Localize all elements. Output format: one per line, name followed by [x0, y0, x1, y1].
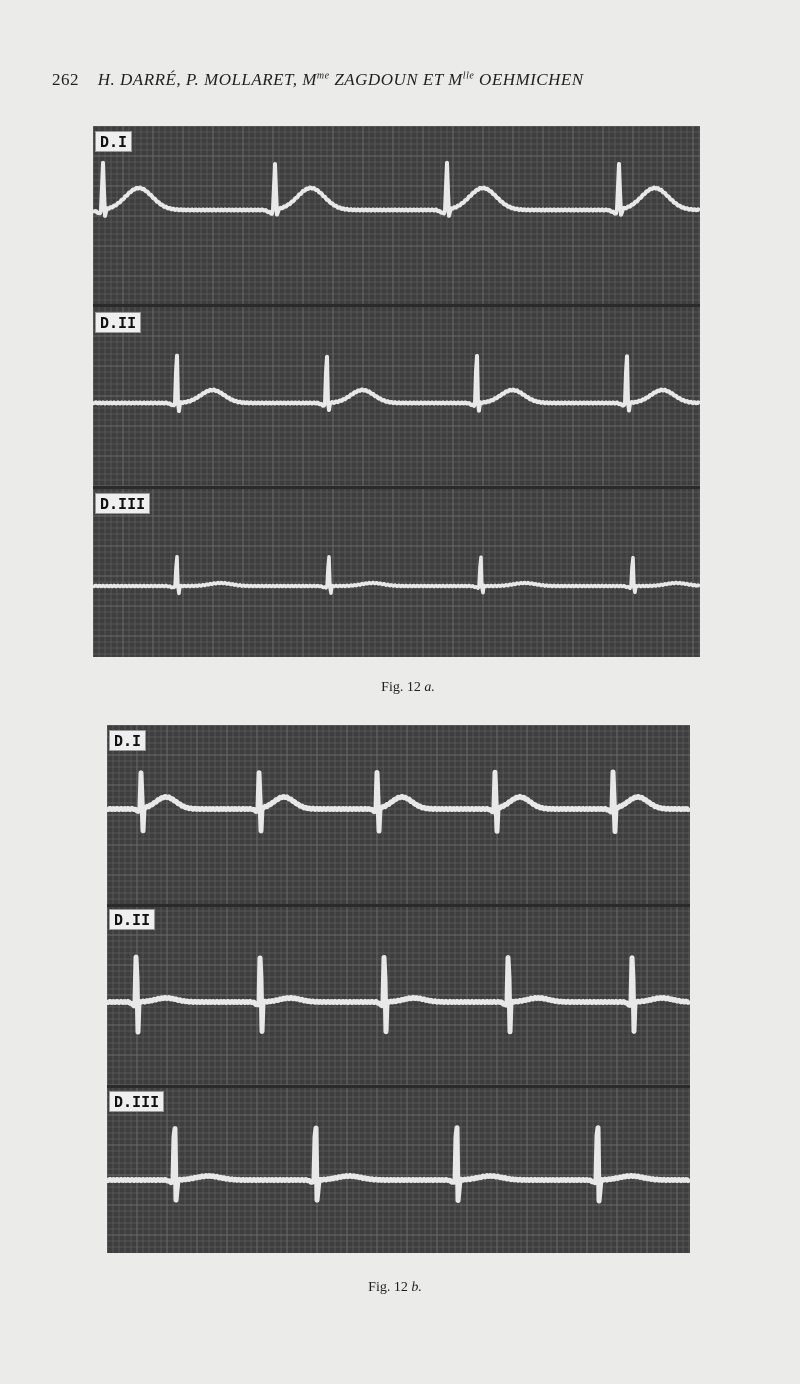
- ecg-trace-d3: [107, 1128, 690, 1201]
- ecg-figure-12a: [93, 126, 700, 657]
- strip-separator: [107, 904, 690, 907]
- lead-label-d3: D.III: [109, 1091, 164, 1112]
- ecg-traces-12b: [107, 725, 690, 1253]
- lead-label-d1: D.I: [95, 131, 132, 152]
- ecg-trace-d1: [107, 772, 690, 832]
- caption-fig-12b: Fig. 12 b.: [368, 1280, 422, 1295]
- grid: [93, 126, 700, 657]
- page-authors: H. DARRÉ, P. MOLLARET, $M^{me}$ ZAGDOUN ET $M^{lle}$ OEHMICHEN: [97, 70, 584, 89]
- ecg-traces-12a: [93, 126, 700, 657]
- strip-separator: [107, 1085, 690, 1088]
- strip-separator: [93, 304, 700, 307]
- page-number: 262: [52, 70, 79, 89]
- grid: [107, 725, 690, 1253]
- lead-label-d1: D.I: [109, 730, 146, 751]
- lead-label-d2: D.II: [109, 909, 155, 930]
- lead-label-d2: D.II: [95, 312, 141, 333]
- page-header: [52, 70, 752, 90]
- strip-separator: [93, 486, 700, 489]
- ecg-figure-12b: [107, 725, 690, 1253]
- caption-fig-12a: Fig. 12 a.: [381, 680, 435, 695]
- lead-label-d3: D.III: [95, 493, 150, 514]
